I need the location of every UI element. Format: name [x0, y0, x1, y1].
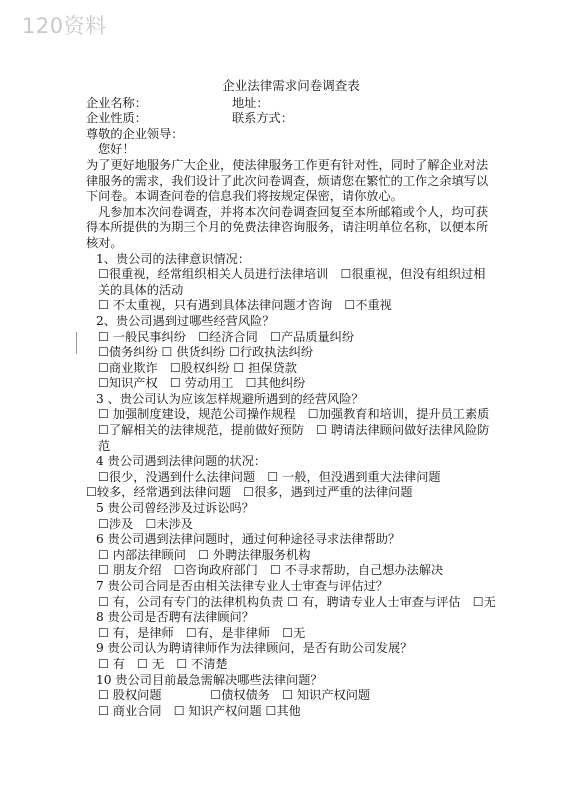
question-line: 8 贵公司是否聘有法律顾问？	[96, 610, 254, 625]
company-name-label: 企业名称：	[86, 95, 147, 110]
option-line: ☐ 一般民事纠纷 ☐经济合同 ☐产品质量纠纷	[98, 329, 355, 344]
option-line: ☐涉及 ☐未涉及	[98, 516, 193, 531]
margin-mark	[76, 332, 77, 354]
option-line: ☐债务纠纷 ☐ 供货纠纷 ☐行政执法纠纷	[98, 345, 314, 360]
option-line: ☐ 有，是律师 ☐有，是非律师 ☐无	[98, 625, 306, 640]
option-line: ☐较多，经常遇到法律问题 ☐很多，遇到过严重的法律问题	[86, 485, 413, 500]
company-nature-label: 企业性质：	[86, 111, 147, 126]
field-row-1	[86, 96, 496, 112]
option-line: ☐ 有 ☐ 无 ☐ 不清楚	[98, 656, 228, 671]
option-line: ☐ 内部法律顾问 ☐ 外聘法律服务机构	[98, 547, 311, 562]
option-line: ☐商业欺诈 ☐股权纠纷 ☐ 担保贷款	[98, 360, 297, 375]
question-line: 10 贵公司目前最急需解决哪些法律问题？	[96, 672, 323, 687]
question-line: 9 贵公司认为聘请律师作为法律顾问，是否有助公司发展？	[96, 641, 413, 656]
question-list	[86, 252, 496, 720]
option-line: ☐ 股权问题 ☐债权债务 ☐ 知识产权问题	[98, 688, 371, 703]
hello-line: 您好！	[98, 142, 135, 157]
intro-paragraph-2: 凡参加本次问卷调查，并将本次问卷调查回复至本所邮箱或个人，均可获得本所提供的为期三个月的免费法律咨询服务，请注明单位名称，以便本所核对。	[86, 204, 489, 250]
field-row-2	[86, 111, 496, 127]
question-line: 5 贵公司曾经涉及过诉讼吗？	[96, 501, 254, 516]
option-line: ☐很少，没遇到什么法律问题 ☐ 一般，但没遇到重大法律问题	[98, 469, 441, 484]
option-line: ☐ 有，公司有专门的法律机构负责 ☐ 有，聘请专业人士审查与评估 ☐无	[98, 594, 496, 609]
intro-paragraph-1: 为了更好地服务广大企业，使法律服务工作更有针对性，同时了解企业对法律服务的需求，我们设计了此次问卷调查，烦请您在繁忙的工作之余填写以下问卷。本调查问卷的信息我们将按规定保密，请你放心。	[86, 157, 489, 204]
option-line: ☐很重视，经常组织相关人员进行法律培训 ☐很重视，但没有组织过相关的具体的活动	[98, 267, 486, 297]
contact-label: 联系方式：	[232, 111, 293, 126]
option-line: ☐ 商业合同 ☐ 知识产权问题 ☐其他	[98, 703, 301, 718]
greeting: 尊敬的企业领导：	[86, 126, 184, 141]
question-line: 4 贵公司遇到法律问题的状况：	[96, 454, 267, 469]
option-line: ☐ 不太重视，只有遇到具体法律问题才咨询 ☐不重视	[98, 298, 392, 313]
watermark-logo: 120资料	[22, 14, 107, 38]
option-line: ☐知识产权 ☐ 劳动用工 ☐其他纠纷	[98, 376, 306, 391]
question-line: 7 贵公司合同是否由相关法律专业人士审查与评估过？	[96, 579, 388, 593]
question-line: 3 、贵公司认为应该怎样规避所遇到的经营风险？	[96, 391, 364, 406]
address-label: 地址：	[232, 95, 269, 110]
document-title: 企业法律需求问卷调查表	[222, 78, 360, 93]
question-line: 2、贵公司遇到过哪些经营风险？	[96, 313, 275, 328]
option-line: ☐ 加强制度建设，规范公司操作规程 ☐加强教育和培训，提升员工素质	[98, 407, 490, 422]
option-line: ☐ 朋友介绍 ☐咨询政府部门 ☐ 不寻求帮助，自己想办法解决	[98, 563, 444, 578]
question-line: 6 贵公司遇到法律问题时，通过何种途径寻求法律帮助？	[96, 532, 401, 547]
question-line: 1、贵公司的法律意识情况：	[96, 251, 251, 266]
questionnaire-document	[86, 78, 496, 719]
option-line: ☐了解相关的法律规范，提前做好预防 ☐ 聘请法律顾问做好法律风险防范	[98, 423, 490, 453]
